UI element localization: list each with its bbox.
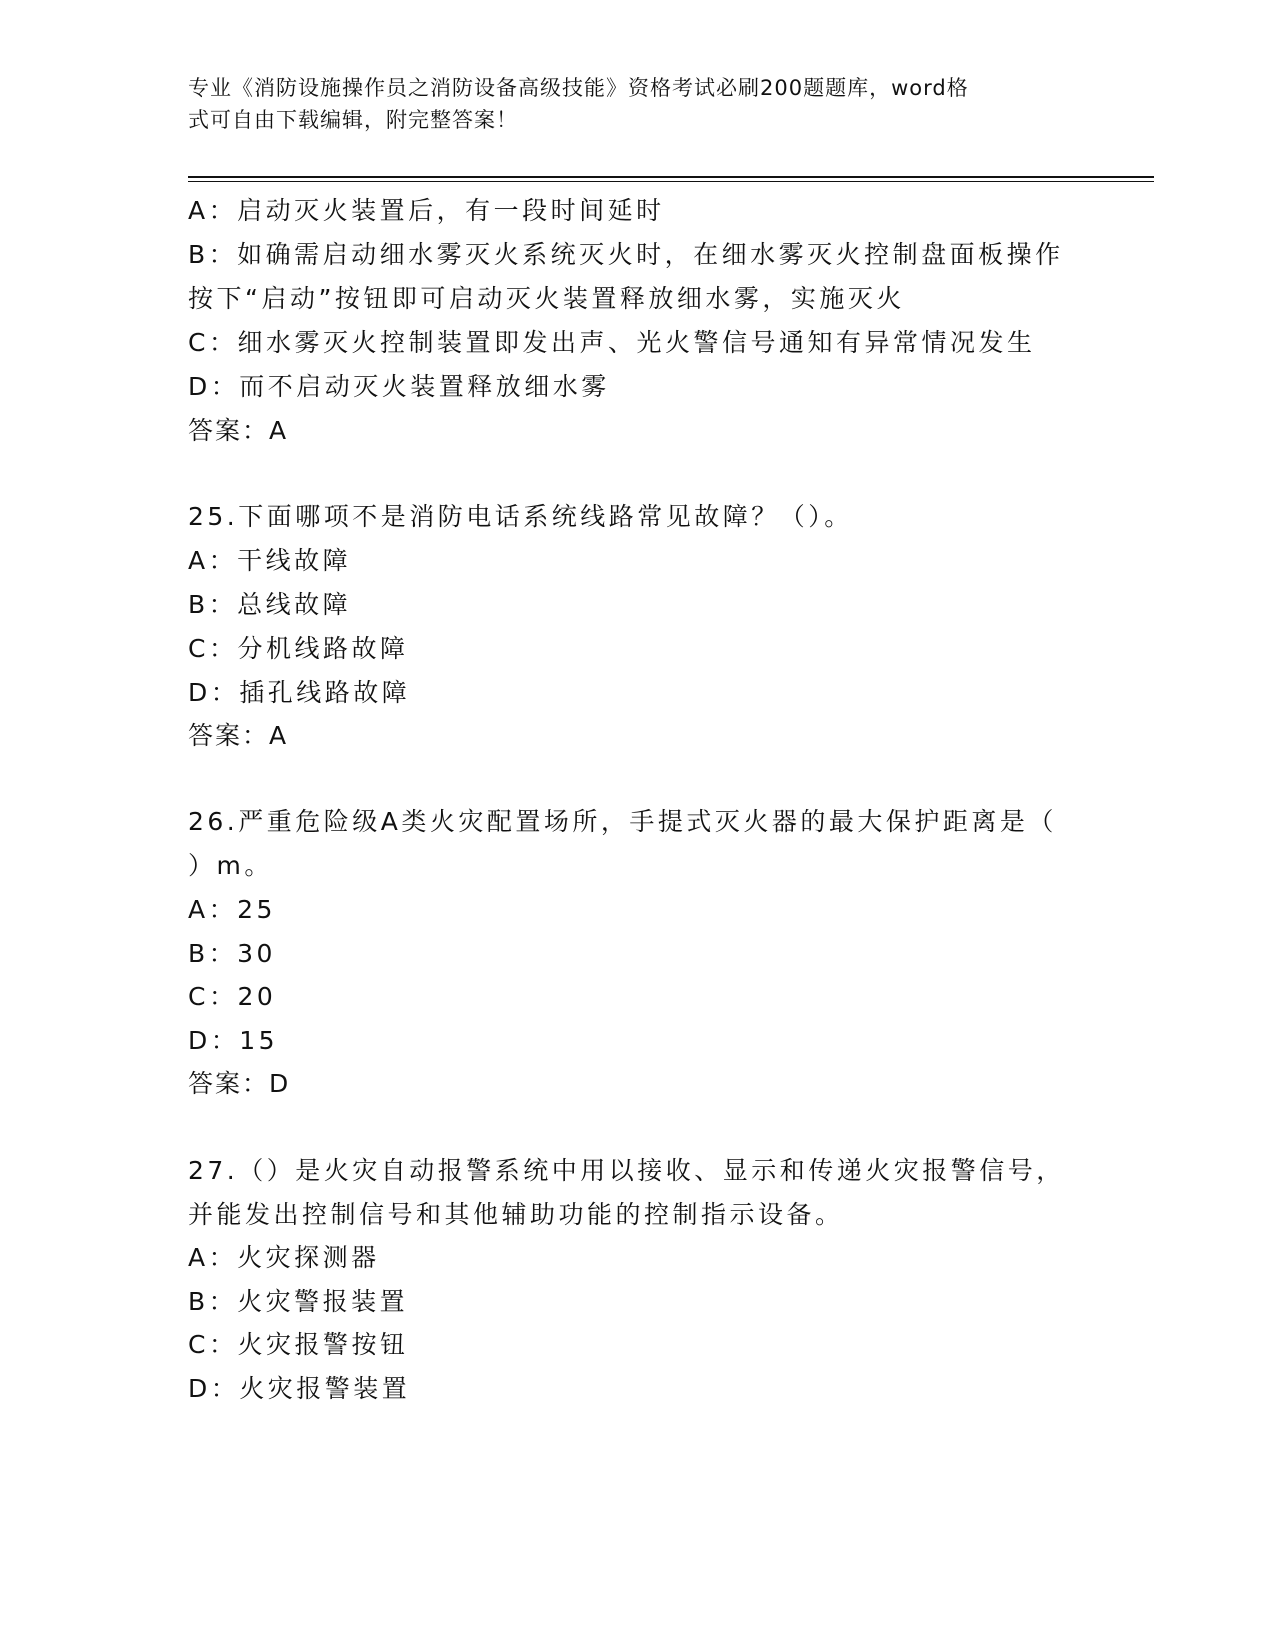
q25-question: 25.下面哪项不是消防电话系统线路常见故障？（）。	[188, 502, 853, 531]
q27-option-c: C：火灾报警按钮	[188, 1330, 409, 1359]
q27-option-b: B：火灾警报装置	[188, 1287, 409, 1316]
q24-answer: 答案：A	[188, 416, 289, 445]
q27-question-line-2: 并能发出控制信号和其他辅助功能的控制指示设备。	[188, 1200, 844, 1229]
q26-answer: 答案：D	[188, 1069, 291, 1098]
q24-option-b-line-2: 按下“启动”按钮即可启动灭火装置释放细水雾，实施灭火	[188, 284, 905, 313]
q26-option-a: A：25	[188, 895, 276, 924]
q25-answer: 答案：A	[188, 721, 289, 750]
q27-option-d: D：火灾报警装置	[188, 1374, 411, 1403]
q25-option-b: B：总线故障	[188, 590, 352, 619]
q26-question-line-1: 26.严重危险级A类火灾配置场所，手提式灭火器的最大保护距离是（	[188, 807, 1057, 836]
q25-option-a: A：干线故障	[188, 546, 352, 575]
header-line-1: 专业《消防设施操作员之消防设备高级技能》资格考试必刷200题题库，word格	[188, 76, 969, 100]
q25-option-c: C：分机线路故障	[188, 634, 409, 663]
document-header	[188, 72, 1068, 136]
q27-option-a: A：火灾探测器	[188, 1243, 380, 1272]
q24-option-d: D：而不启动灭火装置释放细水雾	[188, 372, 610, 401]
q27-question-line-1: 27.（）是火灾自动报警系统中用以接收、显示和传递火灾报警信号，	[188, 1156, 1065, 1185]
q24-option-b-line-1: B：如确需启动细水雾灭火系统灭火时，在细水雾灭火控制盘面板操作	[188, 240, 1064, 269]
q26-option-c: C：20	[188, 982, 277, 1011]
header-line-2: 式可自由下载编辑，附完整答案！	[188, 108, 518, 132]
q24-option-c: C：细水雾灭火控制装置即发出声、光火警信号通知有异常情况发生	[188, 328, 1036, 357]
q26-option-d: D：15	[188, 1026, 279, 1055]
q26-option-b: B：30	[188, 939, 276, 968]
q26-question-line-2: ）m。	[188, 851, 273, 880]
header-divider-thin	[188, 181, 1154, 182]
q25-option-d: D：插孔线路故障	[188, 678, 411, 707]
header-divider-thick	[188, 176, 1154, 178]
q24-option-a: A：启动灭火装置后，有一段时间延时	[188, 196, 665, 225]
